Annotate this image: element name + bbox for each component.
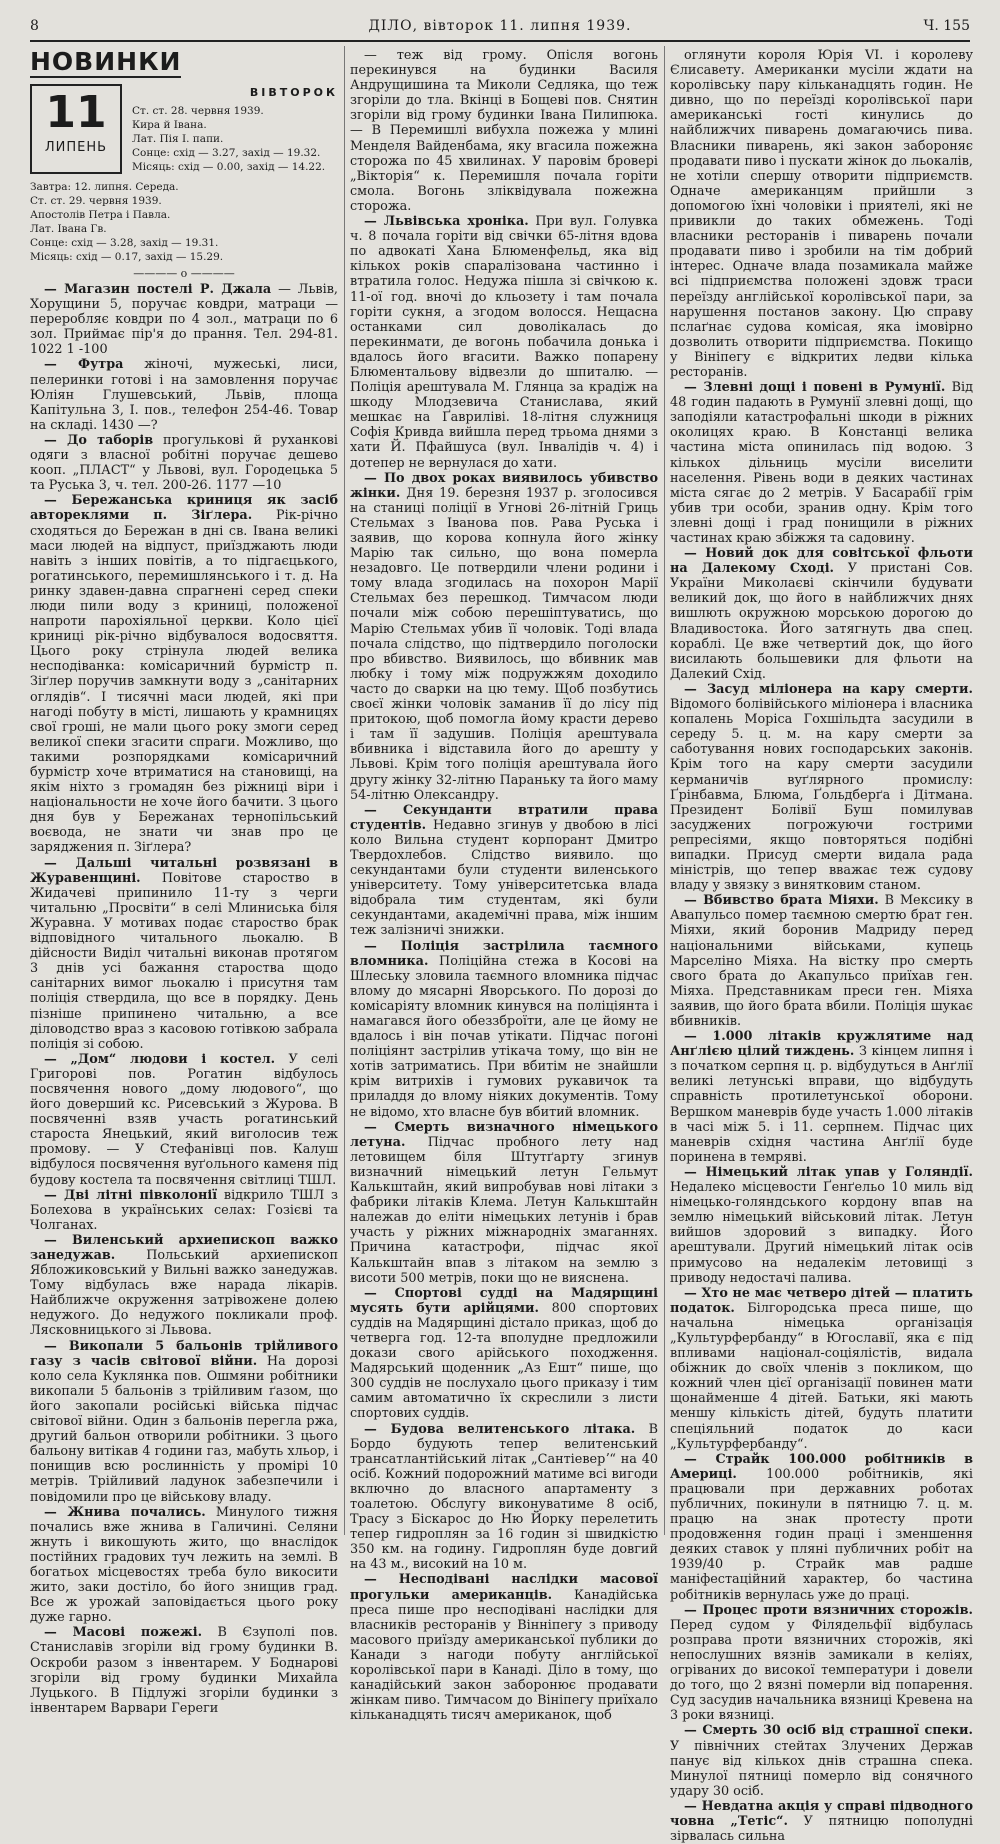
news-headline: — „Дом“ людови і костел.	[44, 1051, 276, 1067]
column-divider	[664, 46, 665, 1535]
news-paragraph	[670, 682, 973, 893]
news-item	[670, 1452, 973, 1603]
column-1-articles	[30, 282, 338, 1716]
news-item	[670, 1165, 973, 1286]
news-paragraph	[670, 893, 973, 1029]
news-headline: — Новий док для совітської фльоти на Далекому Сході.	[670, 546, 973, 577]
news-paragraph	[30, 1625, 338, 1716]
news-text: У пристані Сов. України Миколаєві скінчили будувати великий док, що його в найближчих днях вишлють окружною морською дорогою до Владивостока. Його затягнуть два спец. кораблі. Це вже четвертий док, що його висилають большевики для фльоти на Далекий Схід.	[670, 561, 973, 682]
news-item	[30, 1188, 338, 1233]
header-rule	[30, 40, 970, 42]
news-paragraph	[670, 1799, 973, 1844]
news-headline: — До таборів	[44, 432, 154, 448]
news-headline: — Несподівані наслідки масової прогульки американців.	[350, 1572, 658, 1603]
news-headline: — Засуд міліонера на кару смерти.	[684, 681, 973, 697]
news-headline: — Дальші читальні розвязані в Журавенщині.	[30, 855, 338, 886]
news-paragraph	[30, 282, 338, 357]
news-item	[670, 1723, 973, 1798]
column-1	[30, 47, 339, 1716]
news-headline: — Виленський архиепископ важко занедужав.	[30, 1232, 338, 1263]
news-paragraph	[350, 214, 658, 471]
news-item	[350, 214, 658, 471]
news-paragraph	[350, 1286, 658, 1422]
news-item	[350, 471, 658, 803]
news-item	[350, 1422, 658, 1573]
news-item	[30, 493, 338, 855]
news-text: жіночі, мужеські, лиси, пелеринки готові і на замовлення поручає Юліян Глушевський, Львів, площа Капітульна 3, I. пов., телефон 254-46. Товар на складі. 1430 —?	[30, 357, 338, 433]
tomorrow-line: Лат. Івана Гв.	[30, 223, 107, 235]
news-headline: — Злевні дощі і повені в Румунії.	[684, 380, 946, 396]
news-item	[30, 1233, 338, 1339]
column-3-articles	[670, 48, 973, 1844]
news-item	[670, 1029, 973, 1165]
calendar-line: Місяць: схід — 0.00, захід — 14.22.	[132, 161, 326, 173]
news-paragraph	[670, 48, 973, 380]
news-headline: — Львівська хроніка.	[364, 214, 529, 230]
news-text: оглянути короля Юрія VI. і королеву Єлисавету. Американки мусіли ждати на королівську пару кільканадцять годин. Не дивно, що по переїзді королівської пари американські гості кинулись до найближчих пиварень домагаючись пива. Власники пиварень, які закон забороняє продавати пиво і пускати жінок до льокалів, не хотіли спершу отворити підприємств. Одначе американцям прийшли з допомогою їхні чоловіки і приятелі, які не привикли до таких обмежень. Тоді власники ресторанів і пиварень почали продавати пиво і зробили на тім добрий інтерес. Одначе влада позамикала майже всі підприємства положені здовж траси переїзду англійської королівської пари, за нарушення постанов закону. Цю справу пслаґнає судова комісая, яка імовірно дозволить отворити підприємства. Покищо у Вініпегу є відкритих ледви кілька ресторанів.	[670, 48, 973, 380]
news-headline: — Смерть 30 осіб від страшної спеки.	[684, 1723, 973, 1739]
news-text: Минулого тижня почались вже жнива в Галичині. Селяни жнуть і викошують жито, що внаслідок постійних градових туч лежить на землі. В богатьох місцевостях треба було викосити жито, заки достіло, бо його знищив град. Все ж урожай заповідається цього року дуже гарно.	[30, 1504, 339, 1626]
news-headline: — Невдатна акція у справі підводного човна „Тетіс“.	[670, 1798, 973, 1829]
news-text: Дня 19. березня 1937 р. зголосився на станиці поліції в Угнові 26-літній Гриць Стельмах з Іванова пов. Рава Руська і заявив, що корова копнула його жінку Марію так сильно, що вона померла незадовго. Це потвердили члени родини і тому влада згодилась на похорон Марії Стельмах без перешкод. Тимчасом люди почали між собою перешіптуватись, що Марію Стельмах убив її чоловік. Тоді влада почала слідство, що підтвердило поголоски про вбивство. Виявилось, що вбивник мав любку і тому між подружжям доходило часто до сварки на цю тему. Щоб позбутись своєї жінки чоловік заманив її до лісу під притокою, щоб помогла йому красти дерево і там її задушив. Поліція арештувала вбивника і відставила його до арешту у Львові. Крім того поліція арештувала його другу жінку 32-літню Параньку та його маму 54-літню Олександру.	[350, 485, 658, 803]
news-text: Недавно згинув у двобою в лісі коло Вильна студент корпорант Дмитро Твердохлебов. Слідство виявило. що секундантами були студенти виленського університету. Тому університетська влада відобрала тим студентам, які були секундантами, академічні права, між іншим теж залізничі знижки.	[350, 817, 658, 939]
news-headline: — 1.000 літаків кружлятиме над Анґлією цілий тиждень.	[670, 1029, 973, 1060]
column-3	[670, 48, 973, 1844]
news-paragraph	[670, 1165, 973, 1286]
news-text: 800 спортових суддів на Мадярщині дістало приказ, щоб до четверга год. 12-та вполудне предложили докази свого арійського походження. Мадярський щоденник „Аз Ешт“ пише, що 300 суддів не послухало цього приказу і тим самим автоматично їх скреслили з листи спортових суддів.	[350, 1300, 659, 1422]
news-item	[350, 1286, 658, 1422]
news-text: — Львів, Хорущини 5, поручає ковдри, матраци — переробляє ковдри по 4 зол., матраци по 6 зол. Приймає пір'я до прання. Тел. 294-81. 1022 1 -100	[30, 282, 338, 358]
column-2-articles	[350, 48, 658, 1723]
news-headline: — Магазин постелі Р. Джала	[44, 282, 272, 297]
news-headline: — Будова велитенського літака.	[364, 1421, 636, 1437]
news-item	[30, 1505, 338, 1626]
tomorrow-line: Завтра: 12. липня. Середа.	[30, 181, 179, 193]
news-item	[30, 282, 338, 357]
news-text: При вул. Голувка ч. 8 почала горіти від свічки 65-літня вдова по адвокаті Хана Блюменфельд, яка від кількох років спаралізована частинно і втратила голос. Недужа пішла зі свічкою к. 11-ої год. вночі до кльозету і там почала горіти сукня, а згодом волосся. Нещасна останками сил доволікалась до перекинмати, де вогонь побачила донька і вдалось його вгасити. Важко попарену Блюментальову відвезли до шпиталю. — Поліція арештувала М. Глянца за крадіж на шкоду Млодзевича Станислава, який мешкає на Ґавриліві. 18-літня служниця Софія Кривда вийшла перед трьома днями з хати Й. Пфайшуса (вул. Інвалідів ч. 4) і дотепер не вернулася до хати.	[350, 214, 658, 471]
news-item	[670, 682, 973, 893]
issue-number: Ч. 155	[923, 18, 970, 34]
news-text: В Мексику в Авапульсо помер таємною смертю брат ген. Міяхи, який боронив Мадриду перед національними військами, купець Марселіно Міяха. На вістку про смерть свого брата до Акапульсо приїхав ген. Міяха. Представникам преси ген. Міяха заявив, що його брата вбили. Поліція шукає вбивників.	[670, 893, 973, 1029]
news-paragraph	[350, 939, 658, 1120]
news-paragraph	[670, 1452, 973, 1603]
news-item	[670, 1799, 973, 1844]
page-header	[30, 14, 970, 38]
news-paragraph	[350, 471, 658, 803]
news-text: прогулькові й руханкові одяги з власної робітні поручає дешево кооп. „ПЛАСТ“ у Львові, вул. Городецька 5 та Руська 3, ч. тел. 200-26. 1177 —10	[30, 432, 338, 494]
tomorrow-line: Сонце: схід — 3.28, захід — 19.31.	[30, 237, 219, 249]
news-text: відкрило ТШЛ з Болехова в українських селах: Гозієві та Чолганах.	[30, 1187, 338, 1233]
news-paragraph	[350, 48, 658, 214]
news-item	[350, 1572, 658, 1723]
news-item	[670, 546, 973, 682]
news-text: Підчас пробного лету над летовищем біля Штутґарту згинув визначний німецький летун Гельмут Калькштайн, який випробував нові літаки з фабрики літаків Клема. Летун Калькштайн належав до еліти німецьких летунів і брав участь у ріжних міжнародніх змаганнях. Причина катастрофи, підчас якої Калькштайн впав з літаком на землю з висоти 500 метрів, поки що не вияснена.	[350, 1134, 658, 1286]
calendar-info	[132, 84, 338, 174]
news-item	[670, 1603, 973, 1724]
news-text: На дорозі коло села Куклянка пов. Ошмяни робітники викопали 5 бальонів з трійливим ґазом, що його закопали російські війська підчас світової війни. Один з бальонів перегла ржа, другий бальон отворили робітники. З цього бальону витікав 4 години газ, мабуть хльор, і понищив всю рослинність у промірі 10 метрів. Трійливий ладунок забезпечили і повідомили про це військову владу.	[30, 1353, 338, 1505]
news-item	[30, 856, 338, 1052]
tomorrow-line: Апостолів Петра і Павла.	[30, 209, 171, 221]
calendar-weekday: ВІВТОРОК	[249, 86, 338, 99]
news-paragraph	[350, 1572, 658, 1723]
calendar-day: 11	[45, 87, 107, 138]
news-headline: — Німецький літак упав у Голяндії.	[684, 1164, 973, 1180]
news-text: З кінцем липня і з початком серпня ц. р. відбудуться в Анґлії великі летунські вправи, що відбудуть справність протилетунської оборони. Вершком маневрів буде участь 1.000 літаків в часі між 5. і 11. серпнем. Підчас цих маневрів східня частина Анґлії буде поринена в темряві.	[670, 1044, 973, 1165]
calendar-line: Ст. ст. 28. червня 1939.	[132, 105, 264, 117]
news-text: В Бордо будують тепер велитенський трансатлантійський літак „Сантіеверʼ“ на 40 осіб. Кожний подорожний матиме всі вигоди включно до власного апартаменту з тоалетою. Обслугу виконуватиме 8 осіб, Трасу з Біскарос до Ню Йорку перелетить тепер гидроплян за 16 годин зі швидкістю 350 км. на годину. Гидроплян буде довгий на 43 м., високий на 10 м.	[350, 1421, 658, 1573]
news-paragraph	[350, 1422, 658, 1573]
news-text: Канадійська преса пише про несподівані наслідки для власників ресторанів у Вінніпегу з приводу масового приїзду американської публики до Канади з нагоди побуту англійської королівської пари в Канаді. Діло в тому, що канадійський закон заборонює продавати жінкам пиво. Тимчасом до Вініпегу приїхало кільканадцять тисяч американок, щоб	[350, 1587, 658, 1724]
news-item	[350, 48, 658, 214]
news-headline: — Масові пожежі.	[44, 1625, 203, 1641]
divider-ornament: ———— о ————	[133, 267, 235, 280]
news-item	[30, 433, 338, 493]
news-text: Поліційна стежа в Косові на Шлеську зловила таємного вломника підчас вломy до мясарні Яворського. По дорозі до комісаріяту вломник кинувся на поліціянта і намагався його обеззброїти, але це йому не вдалось і він почав утікати. Підчас погоні поліціянт застрілив утікача тому, що він не хотів затриматись. При вбитім не знайшли крім витрихів і гумових рукавичок та приладдя до вломy ніяких документів. Тому не відомо, хто власне був вбитий вломник.	[350, 953, 658, 1120]
news-paragraph	[670, 546, 973, 682]
calendar-month: ЛИПЕНЬ	[44, 140, 108, 155]
news-headline: — Хто не має четверо дітей — платить податок.	[670, 1285, 973, 1316]
news-paragraph	[30, 1188, 338, 1233]
news-paragraph	[30, 493, 338, 855]
news-headline: — По двох роках виявилось убивство жінки.	[350, 470, 658, 501]
news-headline: — Дві літні півколонії	[44, 1187, 218, 1203]
news-paragraph	[670, 1286, 973, 1452]
news-text: Відомого болівійського міліонера і власника копалень Моріса Гохшільдта засудили в середу 5. ц. м. на кару смерти за саботування нових господарських законів. Крім того на кару смерти засудили керманичів вуґлярного промислу: Ґрінбавма, Блюма, Ґольдберґа і Дітмана. Президент Болівії Буш помилував засуджених погрожуючи гострими репресіями, якщо повторяться подібні випадки. Присуд смерти видала рада міністрів, що тепер вважає теж судову владу у звязку з винятковим станом.	[670, 697, 973, 894]
news-text: Білгородська преса пише, що начальна німецька організація „Культурфербанду“ в Югославії, яка є під впливами націонал-соціялістів, видала обіжник до своїх членів з покликом, що кожний член цієї організації повинен мати щонайменше 4 дітей. Батьки, які мають меншу кількість дітей, будуть платити спеціяльний податок до каси „Культурфербанду“.	[670, 1300, 973, 1452]
news-text: 100.000 робітників, які працювали при державних роботах публичних, покинули в пятницю 7. ц. м. працю на знак протесту проти продовження годин праці і зменшення деяких ставок у пляні публичних робіт на 1939/40 р. Страйк мав радше маніфестаційний характер, бо частина робітників вернулась уже до праці.	[670, 1466, 973, 1603]
news-headline: — Смерть визначного німецького летуна.	[350, 1119, 658, 1150]
news-headline: — Бережанська криниця як засіб автореклями п. Зіґлера.	[30, 493, 338, 524]
news-headline: — Викопали 5 бальонів трійливого газу з часів світової війни.	[30, 1338, 338, 1369]
news-text: У пятницю пополудні зірвалась сильна	[670, 1813, 973, 1844]
news-item	[30, 1339, 338, 1505]
calendar-line: Лат. Пія І. папи.	[132, 133, 224, 145]
date-box	[30, 84, 122, 174]
calendar-line: Сонце: схід — 3.27, захід — 19.32.	[132, 147, 321, 159]
news-paragraph	[670, 1603, 973, 1724]
news-text: У селі Григорові пов. Рогатин відбулось посвячення нового „дому людового“, що його доверший кс. Рисевський з Журова. В посвяченні взяв участь рогатинський староста Янецький, який виголосив теж промову. — У Стефанівці пов. Калуш відбулося посвячення вуґольного каменя під будову костела та посвячення світлиці ТШЛ.	[30, 1051, 338, 1188]
column-2	[350, 48, 659, 1724]
news-text: Недалеко місцевости Ґенґельо 10 миль від німецько-голяндського кордону впав на землю німецький військовий літак. Летун вийшов здоровий з випадку. Його арештували. Другий німецький літак осів примусово на недалекім летовищі з приводу недостачі палива.	[670, 1180, 973, 1286]
news-text: — теж від грому. Опісля вогонь перекинувся на будинки Василя Андрущишина та Миколи Седляка, що теж згоріли до тла. Вкінці в Бощеві пов. Снятин згоріли від грому будинки Івана Пилипюка. — В Перемишлі вибухла пожежа у млині Менделя Вайденбама, яку вгасила пожежна сторожа по 45 хвилинах. У паровім бровері „Вікторія“ к. Перемишля почала горіти смола. Вогонь зліквідувала пожежна сторожа.	[350, 48, 658, 214]
news-text: Повітове староство в Жидачеві припинило 11-ту з черги читальню „Просвіти“ в селі Млиниська біля Журавна. У мотивах подає староство брак відповідного читального льокалю. В дійсности Виділ читальні виконав протягом 3 днів усі бажання староства щодо санітарних вимог льокалю і присутня там поліція ствердила, що все в порядку. День пізніше припинено читальню, а все діловодство враз з касовою готівкою забрала поліція зі собою.	[30, 870, 338, 1052]
news-paragraph	[350, 803, 658, 939]
tomorrow-block	[30, 180, 338, 264]
tomorrow-line: Місяць: схід — 0.17, захід — 15.29.	[30, 251, 224, 263]
column-divider	[344, 46, 345, 1535]
news-item	[30, 1625, 338, 1716]
news-headline: — Спортові судді на Мадярщині мусять бути арійцями.	[350, 1285, 658, 1316]
news-headline: — Жнива почались.	[44, 1504, 206, 1520]
news-paragraph	[670, 1723, 973, 1798]
news-item	[350, 939, 658, 1120]
news-item	[30, 1052, 338, 1188]
page-number: 8	[30, 18, 39, 34]
section-title: НОВИНКИ	[30, 47, 182, 76]
news-item	[670, 380, 973, 546]
news-headline: — Футра	[44, 357, 124, 373]
news-headline: — Секунданти втратили права студентів.	[350, 802, 658, 833]
news-item	[30, 357, 338, 432]
news-text: Перед судом у Філядельфії відбулась розправа проти вязничних сторожів, які непослушних вязнів замикали в келіях, огріваних до високої температури і довели до того, що 2 вязні померли від попарення. Суд засудив начальника вязниці Кревена на 3 роки вязниці.	[670, 1617, 973, 1724]
calendar-block	[30, 84, 338, 174]
news-headline: — Поліція застрілила таємного вломника.	[350, 938, 658, 969]
calendar-line: Кира й Івана.	[132, 119, 207, 131]
news-item	[670, 48, 973, 380]
news-paragraph	[30, 433, 338, 493]
masthead-line: ДІЛО, вівторок 11. липня 1939.	[368, 18, 632, 34]
news-item	[350, 1120, 658, 1286]
news-headline: — Страйк 100.000 робітників в Америці.	[670, 1451, 973, 1482]
news-headline: — Вбивство брата Міяхи.	[684, 893, 879, 909]
news-paragraph	[30, 1233, 338, 1339]
news-text: Польський архиепископ Ябложиковський у Вильні важко занедужав. Тому відбулась вже нарада лікарів. Найближче окруження затрівожене долею недужого. До недужого покликали проф. Лясковницького зі Львова.	[30, 1248, 338, 1339]
news-paragraph	[350, 1120, 658, 1286]
news-item	[670, 1286, 973, 1452]
news-paragraph	[30, 357, 338, 432]
news-paragraph	[30, 1505, 338, 1626]
news-item	[350, 803, 658, 939]
news-text: У північних стейтах Злучених Держав панує від кількох днів страшна спека. Минулої пятниці померло від сонячного удару 30 осіб.	[670, 1738, 973, 1799]
news-paragraph	[30, 1052, 338, 1188]
news-text: В Єзуполі пов. Станиславів згоріли від грому будинки В. Оскроби разом з інвентарем. У Боднарові згоріли від грому будинки Михайла Луцького. В Підлужі згоріли будинки з інвентарем Варвари Гереги	[30, 1625, 338, 1716]
news-item	[670, 893, 973, 1029]
news-paragraph	[670, 1029, 973, 1165]
news-paragraph	[670, 380, 973, 546]
news-paragraph	[30, 856, 338, 1052]
news-headline: — Процес проти вязничних сторожів.	[684, 1602, 973, 1618]
news-paragraph	[30, 1339, 338, 1505]
tomorrow-line: Ст. ст. 29. червня 1939.	[30, 195, 162, 207]
news-text: Від 48 годин падають в Румунії злевні дощі, що заподіяли катастрофальні шкоди в ріжних околицях краю. В Констанці велика частина міста опинилась під водою. З кількох дільниць мусіли виселити населення. Рівень води в деяких частинах міста сягає до 2 метрів. У Басарабії грім убив три особи, зранив одну. Крім того злевні дощі і град понищили в ріжних частинах краю збіжжя та садовину.	[670, 380, 973, 546]
news-text: Рік-річно сходяться до Бережан в дні св. Івана великі маси людей на відпуст, приїзджають люди навіть з інших повітів, а то підгаєцького, рогатинського, перемишлянського і т. д. На ринку здавен-давна спрагнені серед спеки люди пили воду з криниці, положеної напроти парохіяльної церкви. Коло цієї криниці рік-річно відбувалося водосвяття. Цього року стрінула людей велика несподіванка: комісаричний бурмістр п. Зіґлер поручив замкнути воду з „санітарних оглядів“. І тисячні маси людей, які при нагоді побуту в місті, лишають у крамницях свої гроші, не мали цього року змоги серед великої спеки згасити спраги. Можливо, що такими розпорядками комісаричний бурмістр хоче втриматися на становищі, на якім ніхто з громадян без ріжниці віри і національности не хоче його бачити. З цього дня був у Бережанах тернопільський воєвода, не знати чи знав про це заряджения п. Зіґлера?	[30, 508, 338, 856]
